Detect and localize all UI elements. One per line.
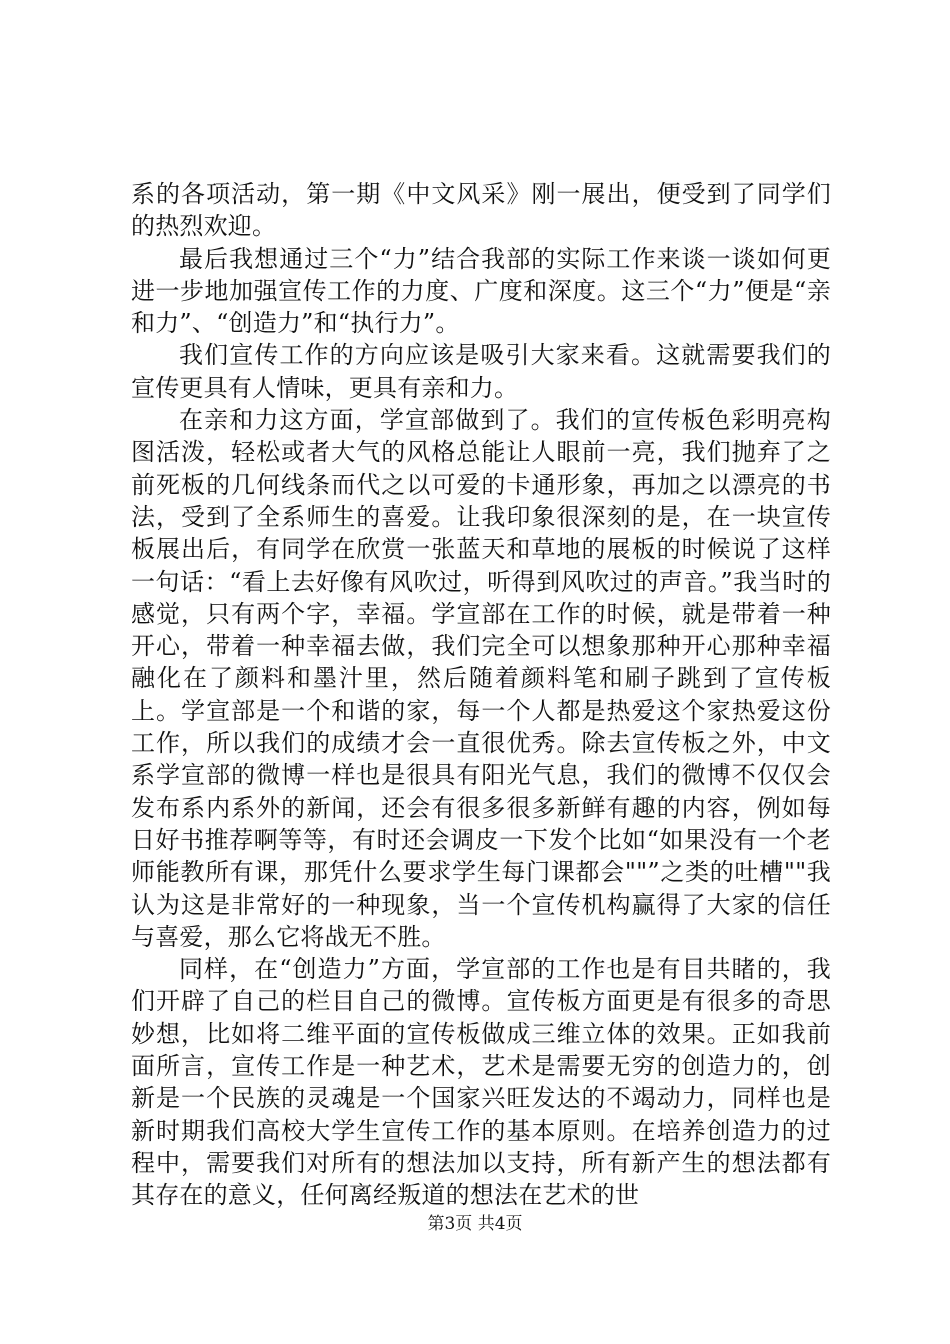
paragraph-4: 在亲和力这方面，学宣部做到了。我们的宣传板色彩明亮构图活泼，轻松或者大气的风格总能让人眼前一亮，我们抛弃了之前死板的几何线条而代之以可爱的卡通形象，再加之以漂亮的书法，受到了全系师生的喜爱。让我印象很深刻的是，在一块宣传板展出后，有同学在欣赏一张蓝天和草地的展板的时候说了这样一句话：“看上去好像有风吹过，听得到风吹过的声音。”我当时的感觉，只有两个字，幸福。学宣部在工作的时候，就是带着一种开心，带着一种幸福去做，我们完全可以想象那种开心那种幸福融化在了颜料和墨汁里，然后随着颜料笔和刷子跳到了宣传板上。学宣部是一个和谐的家，每一个人都是热爱这个家热爱这份工作，所以我们的成绩才会一直很优秀。除去宣传板之外，中文系学宣部的微博一样也是很具有阳光气息，我们的微博不仅仅会发布系内系外的新闻，还会有很多很多新鲜有趣的内容，例如每日好书推荐啊等等，有时还会调皮一下发个比如“如果没有一个老师能教所有课，那凭什么要求学生每门课都会""”之类的吐槽""我认为这是非常好的一种现象，当一个宣传机构赢得了大家的信任与喜爱，那么它将战无不胜。 <box>131 406 831 951</box>
paragraph-3: 我们宣传工作的方向应该是吸引大家来看。这就需要我们的宣传更具有人情味，更具有亲和力。 <box>131 341 831 402</box>
paragraph-5: 同样，在“创造力”方面，学宣部的工作也是有目共睹的，我们开辟了自己的栏目自己的微博。宣传板方面更是有很多的奇思妙想，比如将二维平面的宣传板做成三维立体的效果。正如我前面所言，宣传工作是一种艺术，艺术是需要无穷的创造力的，创新是一个民族的灵魂是一个国家兴旺发达的不竭动力，同样也是新时期我们高校大学生宣传工作的基本原则。在培养创造力的过程中，需要我们对所有的想法加以支持，所有新产生的想法都有其存在的意义，任何离经叛道的想法在艺术的世 <box>131 955 831 1210</box>
page-number-label: 第3页 共4页 <box>427 1214 523 1234</box>
document-body <box>131 178 831 1212</box>
page-footer <box>0 1213 950 1235</box>
paragraph-2: 最后我想通过三个“力”结合我部的实际工作来谈一谈如何更进一步地加强宣传工作的力度、广度和深度。这三个“力”便是“亲和力”、“创造力”和“执行力”。 <box>131 244 831 338</box>
paragraph-1: 系的各项活动，第一期《中文风采》刚一展出，便受到了同学们的热烈欢迎。 <box>131 180 831 241</box>
